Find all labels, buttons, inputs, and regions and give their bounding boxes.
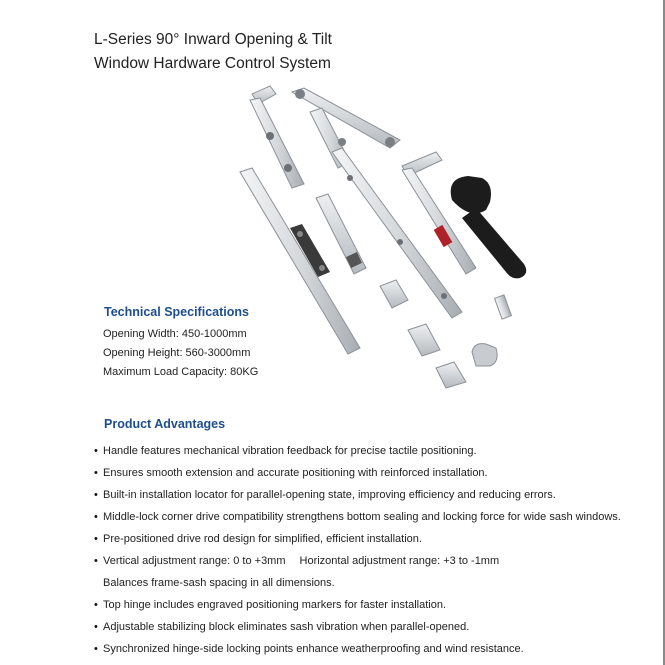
advantage-text: Synchronized hinge-side locking points enhance weatherproofing and wind resistance.: [103, 643, 524, 655]
bullet-icon: •: [94, 643, 98, 655]
title-line-1: L-Series 90° Inward Opening & Tilt: [94, 31, 332, 48]
hardware-product-image: [230, 82, 560, 392]
advantage-item: [94, 484, 659, 506]
bullet-icon: •: [94, 533, 98, 545]
advantage-item-adjustment: [94, 550, 659, 572]
advantage-item: [94, 506, 659, 528]
advantage-item: [94, 594, 659, 616]
bullet-icon: •: [94, 621, 98, 633]
advantage-text: Adjustable stabilizing block eliminates sash vibration when parallel-opened.: [103, 621, 470, 633]
bullet-icon: •: [94, 445, 98, 457]
advantage-text: Top hinge includes engraved positioning markers for faster installation.: [103, 599, 447, 611]
bullet-icon: •: [94, 489, 98, 501]
bullet-icon: •: [94, 467, 98, 479]
advantage-text: Ensures smooth extension and accurate positioning with reinforced installation.: [103, 467, 488, 479]
title-line-2: Window Hardware Control System: [94, 55, 331, 72]
advantage-item: [94, 638, 659, 660]
adjust-vertical-text: Vertical adjustment range: 0 to +3mm: [103, 555, 286, 567]
advantage-item-continuation: [94, 572, 659, 594]
advantage-text: Pre-positioned drive rod design for simplified, efficient installation.: [103, 533, 422, 545]
specs-heading: Technical Specifications: [104, 305, 249, 319]
bullet-icon: •: [94, 511, 98, 523]
advantage-item: [94, 616, 659, 638]
adjust-note-text: Balances frame-sash spacing in all dimensions.: [103, 577, 335, 589]
corner-hinge-part: [250, 86, 304, 188]
advantage-item: [94, 528, 659, 550]
advantage-text: Handle features mechanical vibration feedback for precise tactile positioning.: [103, 445, 477, 457]
spec-item: Maximum Load Capacity: 80KG: [103, 366, 259, 378]
advantage-item: [94, 440, 659, 462]
spec-item: Opening Height: 560-3000mm: [103, 347, 251, 359]
bullet-icon: •: [94, 599, 98, 611]
advantage-text: Middle-lock corner drive compatibility strengthens bottom sealing and locking force for wide sash windows.: [103, 511, 621, 523]
adjust-horizontal-text: Horizontal adjustment range: +3 to -1mm: [299, 555, 500, 567]
advantage-text: Built-in installation locator for parallel-opening state, improving efficiency and reducing errors.: [103, 489, 556, 501]
advantages-heading: Product Advantages: [104, 417, 226, 431]
spec-item: Opening Width: 450-1000mm: [103, 328, 247, 340]
page-title: [94, 28, 424, 76]
advantage-item: [94, 462, 659, 484]
bullet-icon: •: [94, 555, 98, 567]
specs-list: [103, 325, 258, 382]
advantages-list: [94, 440, 659, 660]
